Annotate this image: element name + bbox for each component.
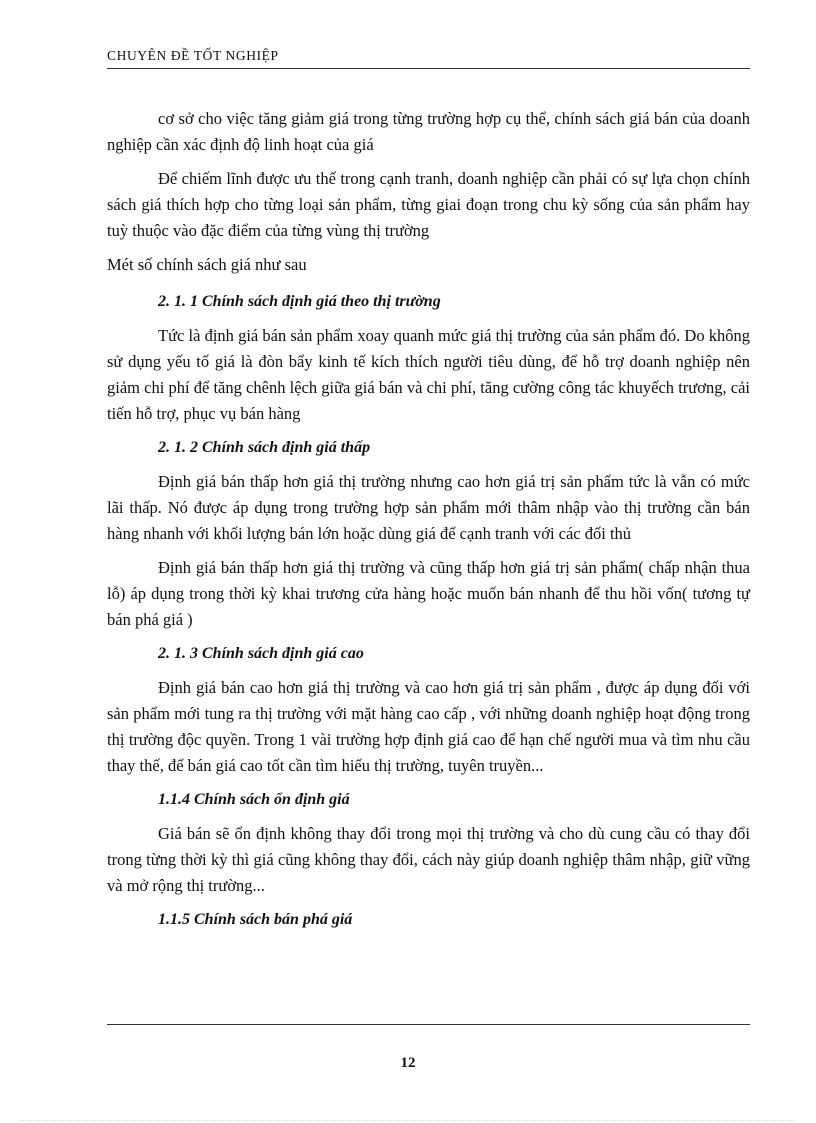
paragraph: Tức là định giá bán sản phẩm xoay quanh mức giá thị trường của sản phẩm đó. Do không sử dụng yếu tố giá là đòn bẩy kinh tế kích thích người tiêu dùng, để hỗ trợ doanh nghiệp nên giảm chi phí để tăng chênh lệch giữa giá bán và chi phí, tăng cường công tác khuyếch trương, cải tiến hỗ trợ, phục vụ bán hàng — [107, 326, 750, 423]
document-body — [107, 106, 750, 941]
page-edge-divider — [20, 1120, 796, 1121]
section-heading: 2. 1. 3 Chính sách định giá cao — [158, 645, 364, 662]
paragraph: Để chiếm lĩnh được ưu thế trong cạnh tranh, doanh nghiệp cần phải có sự lựa chọn chính sách giá thích hợp cho từng loại sản phẩm, từng giai đoạn trong chu kỳ sống của sản phẩm hay tuỳ thuộc vào đặc điểm của từng vùng thị trường — [107, 169, 750, 240]
section-heading: 1.1.5 Chính sách bán phá giá — [158, 911, 353, 928]
paragraph: Mét số chính sách giá như sau — [107, 255, 307, 274]
header-rule — [107, 68, 750, 69]
paragraph: Giá bán sẽ ổn định không thay đổi trong mọi thị trường và cho dù cung cầu có thay đổi trong từng thời kỳ thì giá cũng không thay đổi, cách này giúp doanh nghiệp thâm nhập, giữ vững và mở rộng thị trường... — [107, 824, 750, 895]
paragraph: Định giá bán thấp hơn giá thị trường nhưng cao hơn giá trị sản phẩm tức là vẫn có mức lãi thấp. Nó được áp dụng trong trường hợp sản phẩm mới thâm nhập vào thị trường cần bán hàng nhanh với khối lượng bán lớn hoặc dùng giá để cạnh tranh với các đối thủ — [107, 472, 750, 543]
page-number: 12 — [400, 1055, 416, 1071]
page-header: CHUYÊN ĐỀ TỐT NGHIỆP — [107, 48, 279, 63]
paragraph: Định giá bán cao hơn giá thị trường và cao hơn giá trị sản phẩm , được áp dụng đối với sản phẩm mới tung ra thị trường với mặt hàng cao cấp , với những doanh nghiệp hoạt động trong thị trường độc quyền. Trong 1 vài trường hợp định giá cao để hạn chế người mua và tìm nhu cầu thay thế, để bán giá cao tốt cần tìm hiểu thị trường, tuyên truyền... — [107, 678, 750, 775]
paragraph: Định giá bán thấp hơn giá thị trường và cũng thấp hơn giá trị sản phẩm( chấp nhận thua lỗ) áp dụng trong thời kỳ khai trương cửa hàng hoặc muốn bán nhanh để thu hồi vốn( tương tự bán phá giá ) — [107, 558, 750, 629]
footer-rule — [107, 1024, 750, 1025]
paragraph: cơ sở cho việc tăng giảm giá trong từng trường hợp cụ thể, chính sách giá bán của doanh nghiệp cần xác định độ linh hoạt của giá — [107, 109, 750, 154]
section-heading: 2. 1. 2 Chính sách định giá thấp — [158, 439, 371, 456]
section-heading: 2. 1. 1 Chính sách định giá theo thị trường — [158, 293, 441, 310]
section-heading: 1.1.4 Chính sách ổn định giá — [158, 791, 350, 808]
